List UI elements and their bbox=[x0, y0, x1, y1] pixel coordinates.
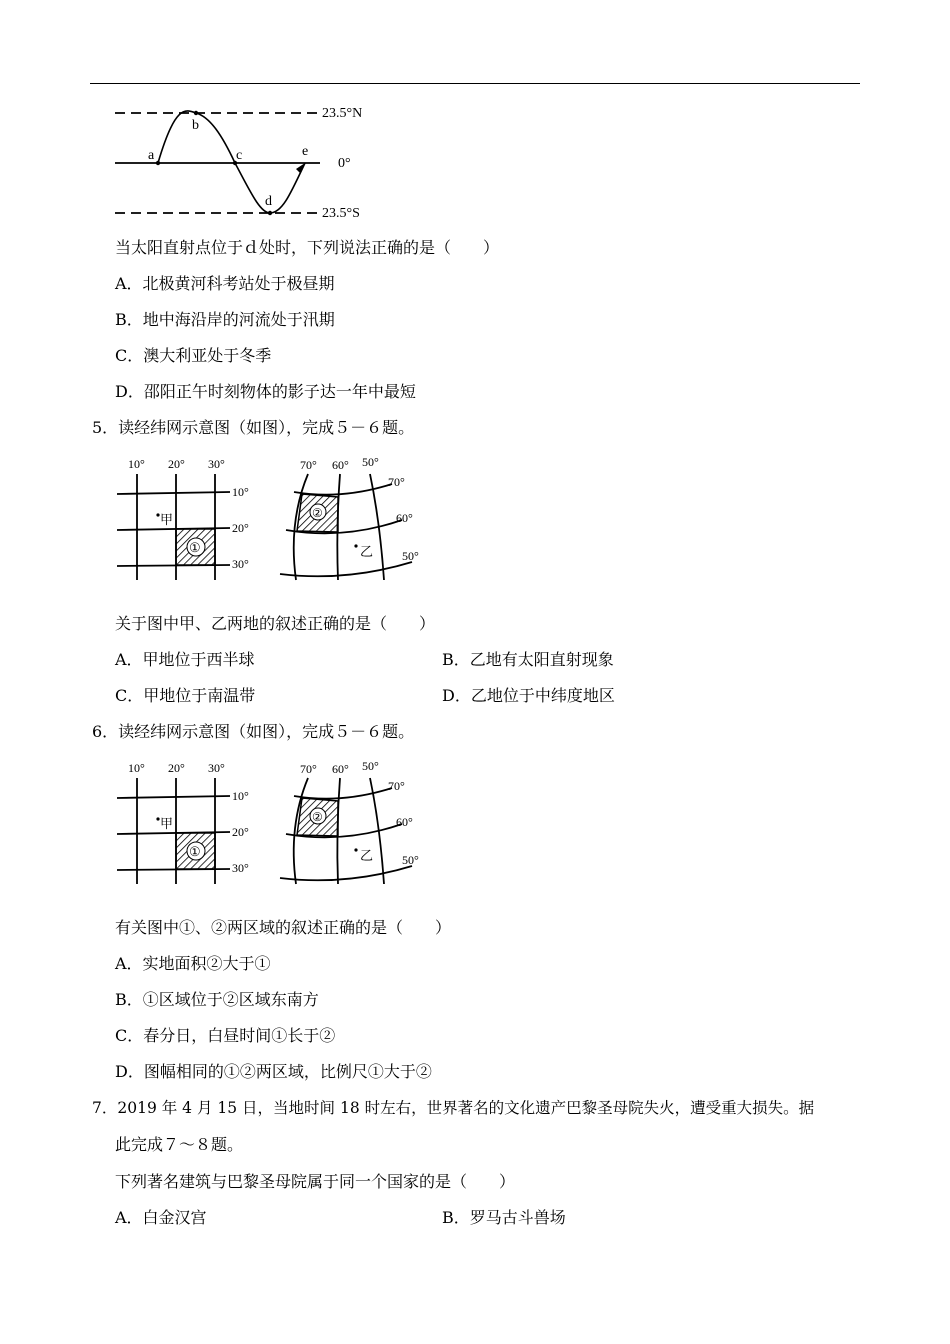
region-2-label: ② bbox=[312, 506, 323, 520]
q6-option-a: A．实地面积②大于① bbox=[115, 954, 271, 973]
q4-option-a: A．北极黄河科考站处于极昼期 bbox=[115, 274, 335, 293]
sun-path-figure bbox=[110, 95, 400, 220]
right-side-50-2: 50° bbox=[402, 853, 419, 867]
point-b: b bbox=[192, 118, 199, 133]
header-rule bbox=[90, 83, 860, 84]
q4-option-d: D．邵阳正午时刻物体的影子达一年中最短 bbox=[115, 382, 416, 401]
label-tropic-n: 23.5°N bbox=[322, 106, 363, 121]
q5-stem: 关于图中甲、乙两地的叙述正确的是（ ） bbox=[115, 614, 436, 633]
q5-option-c: C．甲地位于南温带 bbox=[115, 686, 256, 705]
label-equator: 0° bbox=[338, 156, 351, 171]
right-side-70-2: 70° bbox=[388, 779, 405, 793]
right-top-50-2: 50° bbox=[362, 759, 379, 773]
right-top-70-2: 70° bbox=[300, 762, 317, 776]
left-top-10: 10° bbox=[128, 457, 145, 471]
point-yi-2: 乙 bbox=[360, 848, 374, 863]
q5-title: 5．读经纬网示意图（如图），完成５－６题。 bbox=[92, 418, 415, 437]
point-yi: 乙 bbox=[360, 544, 374, 559]
left-side-20-2: 20° bbox=[232, 825, 249, 839]
region-2-label-2: ② bbox=[312, 810, 323, 824]
q5-option-b: B．乙地有太阳直射现象 bbox=[442, 650, 614, 669]
q6-option-b: B．①区域位于②区域东南方 bbox=[115, 990, 319, 1009]
left-top-20-2: 20° bbox=[168, 761, 185, 775]
q7-title-line1: 7．2019 年 4 月 15 日，当地时间 18 时左右，世界著名的文化遗产巴黎圣母院失火，遭受重大损失。据 bbox=[92, 1099, 815, 1117]
point-e: e bbox=[302, 144, 309, 159]
point-jia: 甲 bbox=[160, 512, 174, 527]
q4-stem: 当太阳直射点位于ｄ处时，下列说法正确的是（ ） bbox=[115, 238, 500, 257]
left-top-30: 30° bbox=[208, 457, 225, 471]
graticule-figure-q5 bbox=[112, 452, 432, 582]
left-top-30-2: 30° bbox=[208, 761, 225, 775]
q4-option-b: B．地中海沿岸的河流处于汛期 bbox=[115, 310, 335, 329]
left-side-10: 10° bbox=[232, 485, 249, 499]
graticule-figure-q6 bbox=[112, 756, 432, 886]
left-side-30: 30° bbox=[232, 557, 249, 571]
q6-title: 6．读经纬网示意图（如图），完成５－６题。 bbox=[92, 722, 415, 741]
q6-stem: 有关图中①、②两区域的叙述正确的是（ ） bbox=[115, 918, 452, 937]
left-top-20: 20° bbox=[168, 457, 185, 471]
left-side-10-2: 10° bbox=[232, 789, 249, 803]
q6-option-d: D．图幅相同的①②两区域，比例尺①大于② bbox=[115, 1062, 432, 1081]
q7-option-a: A．白金汉宫 bbox=[115, 1208, 207, 1227]
region-1-label: ① bbox=[189, 540, 201, 555]
left-top-10-2: 10° bbox=[128, 761, 145, 775]
right-top-60: 60° bbox=[332, 458, 349, 472]
right-top-50: 50° bbox=[362, 455, 379, 469]
q7-stem: 下列著名建筑与巴黎圣母院属于同一个国家的是（ ） bbox=[115, 1172, 516, 1191]
point-d: d bbox=[265, 194, 272, 209]
right-side-60: 60° bbox=[396, 511, 413, 525]
right-side-70: 70° bbox=[388, 475, 405, 489]
right-top-60-2: 60° bbox=[332, 762, 349, 776]
q6-option-c: C．春分日，白昼时间①长于② bbox=[115, 1026, 336, 1045]
right-side-50: 50° bbox=[402, 549, 419, 563]
right-side-60-2: 60° bbox=[396, 815, 413, 829]
region-1-label-2: ① bbox=[189, 844, 201, 859]
point-a: a bbox=[148, 148, 155, 163]
point-jia-2: 甲 bbox=[160, 816, 174, 831]
right-top-70: 70° bbox=[300, 458, 317, 472]
q4-option-c: C．澳大利亚处于冬季 bbox=[115, 346, 272, 365]
q7-option-b: B．罗马古斗兽场 bbox=[442, 1208, 566, 1227]
label-tropic-s: 23.5°S bbox=[322, 206, 360, 220]
left-side-30-2: 30° bbox=[232, 861, 249, 875]
q7-title-line2: 此完成７～８题。 bbox=[115, 1135, 244, 1154]
q5-option-d: D．乙地位于中纬度地区 bbox=[442, 686, 615, 705]
left-side-20: 20° bbox=[232, 521, 249, 535]
q5-option-a: A．甲地位于西半球 bbox=[115, 650, 255, 669]
point-c: c bbox=[236, 148, 243, 163]
